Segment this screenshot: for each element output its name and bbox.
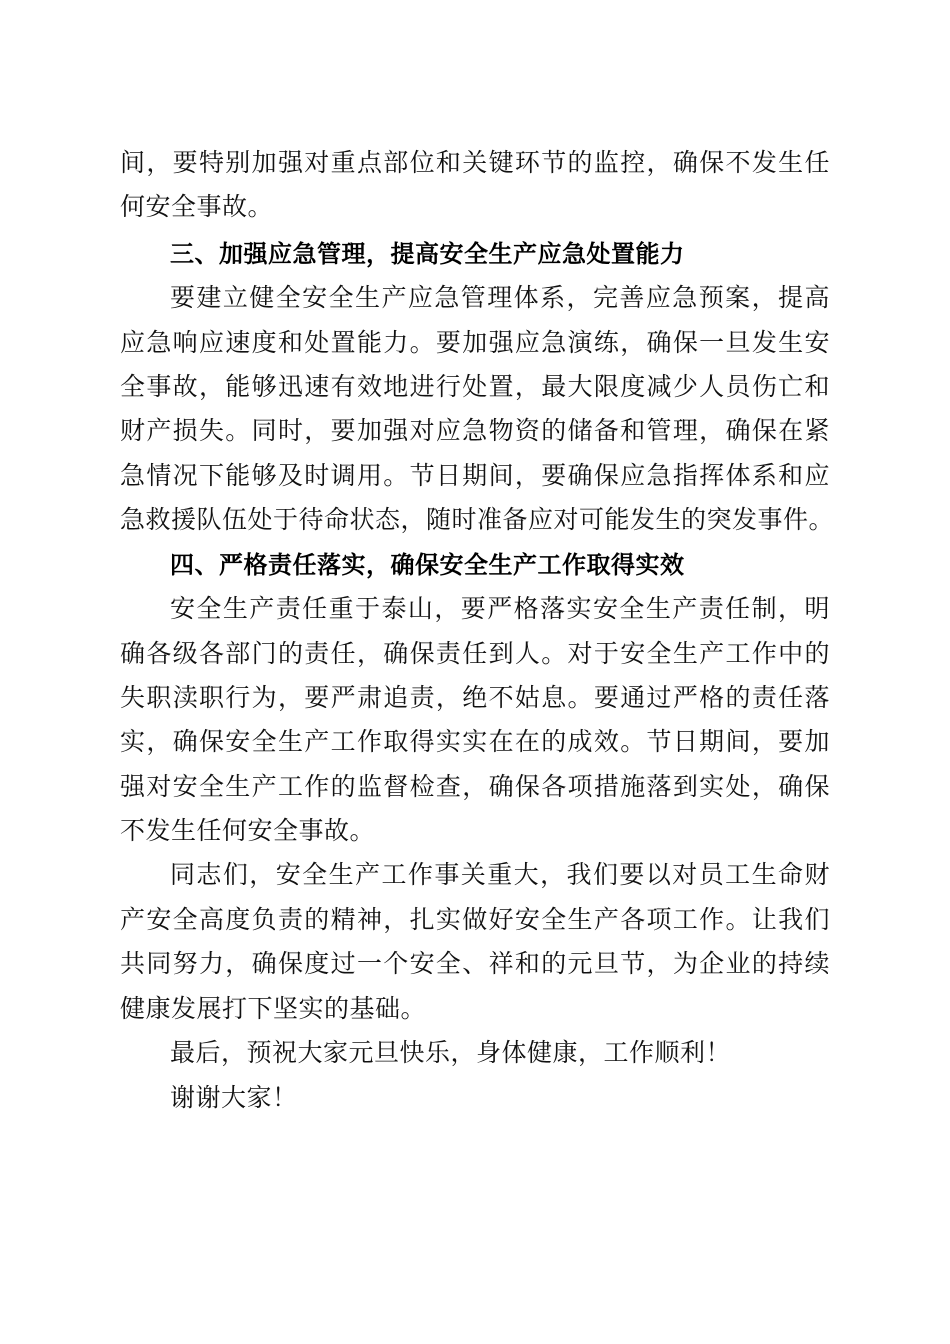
section-heading: 四、严格责任落实，确保安全生产工作取得实效 bbox=[170, 551, 685, 579]
closing-wishes: 最后，预祝大家元旦快乐，身体健康，工作顺利！ bbox=[170, 1038, 732, 1067]
paragraph-line: 全事故，能够迅速有效地进行处置，最大限度减少人员伤亡和 bbox=[120, 372, 830, 401]
paragraph-line: 急情况下能够及时调用。节日期间，要确保应急指挥体系和应 bbox=[120, 461, 830, 490]
paragraph-line: 急救援队伍处于待命状态，随时准备应对可能发生的突发事件。 bbox=[120, 505, 835, 534]
paragraph-line: 确各级各部门的责任，确保责任到人。对于安全生产工作中的 bbox=[120, 639, 830, 668]
paragraph-line: 何安全事故。 bbox=[120, 192, 274, 221]
paragraph-line: 要建立健全安全生产应急管理体系，完善应急预案，提高 bbox=[170, 283, 830, 312]
closing-thanks: 谢谢大家！ bbox=[170, 1083, 298, 1112]
paragraph-line: 财产损失。同时，要加强对应急物资的储备和管理，确保在紧 bbox=[120, 416, 830, 445]
paragraph-line: 安全生产责任重于泰山，要严格落实安全生产责任制，明 bbox=[170, 594, 830, 623]
paragraph-line: 健康发展打下坚实的基础。 bbox=[120, 994, 427, 1023]
section-heading: 三、加强应急管理，提高安全生产应急处置能力 bbox=[170, 240, 685, 268]
paragraph-line: 不发生任何安全事故。 bbox=[120, 816, 376, 845]
paragraph-line: 实，确保安全生产工作取得实实在在的成效。节日期间，要加 bbox=[120, 727, 830, 756]
paragraph-line: 共同努力，确保度过一个安全、祥和的元旦节，为企业的持续 bbox=[120, 949, 830, 978]
paragraph-line: 应急响应速度和处置能力。要加强应急演练，确保一旦发生安 bbox=[120, 328, 830, 357]
paragraph-line: 强对安全生产工作的监督检查，确保各项措施落到实处，确保 bbox=[120, 772, 830, 801]
paragraph-line: 产安全高度负责的精神，扎实做好安全生产各项工作。让我们 bbox=[120, 905, 830, 934]
paragraph-line: 失职渎职行为，要严肃追责，绝不姑息。要通过严格的责任落 bbox=[120, 683, 830, 712]
paragraph-line: 同志们，安全生产工作事关重大，我们要以对员工生命财 bbox=[170, 860, 830, 889]
paragraph-line: 间，要特别加强对重点部位和关键环节的监控，确保不发生任 bbox=[120, 148, 830, 177]
